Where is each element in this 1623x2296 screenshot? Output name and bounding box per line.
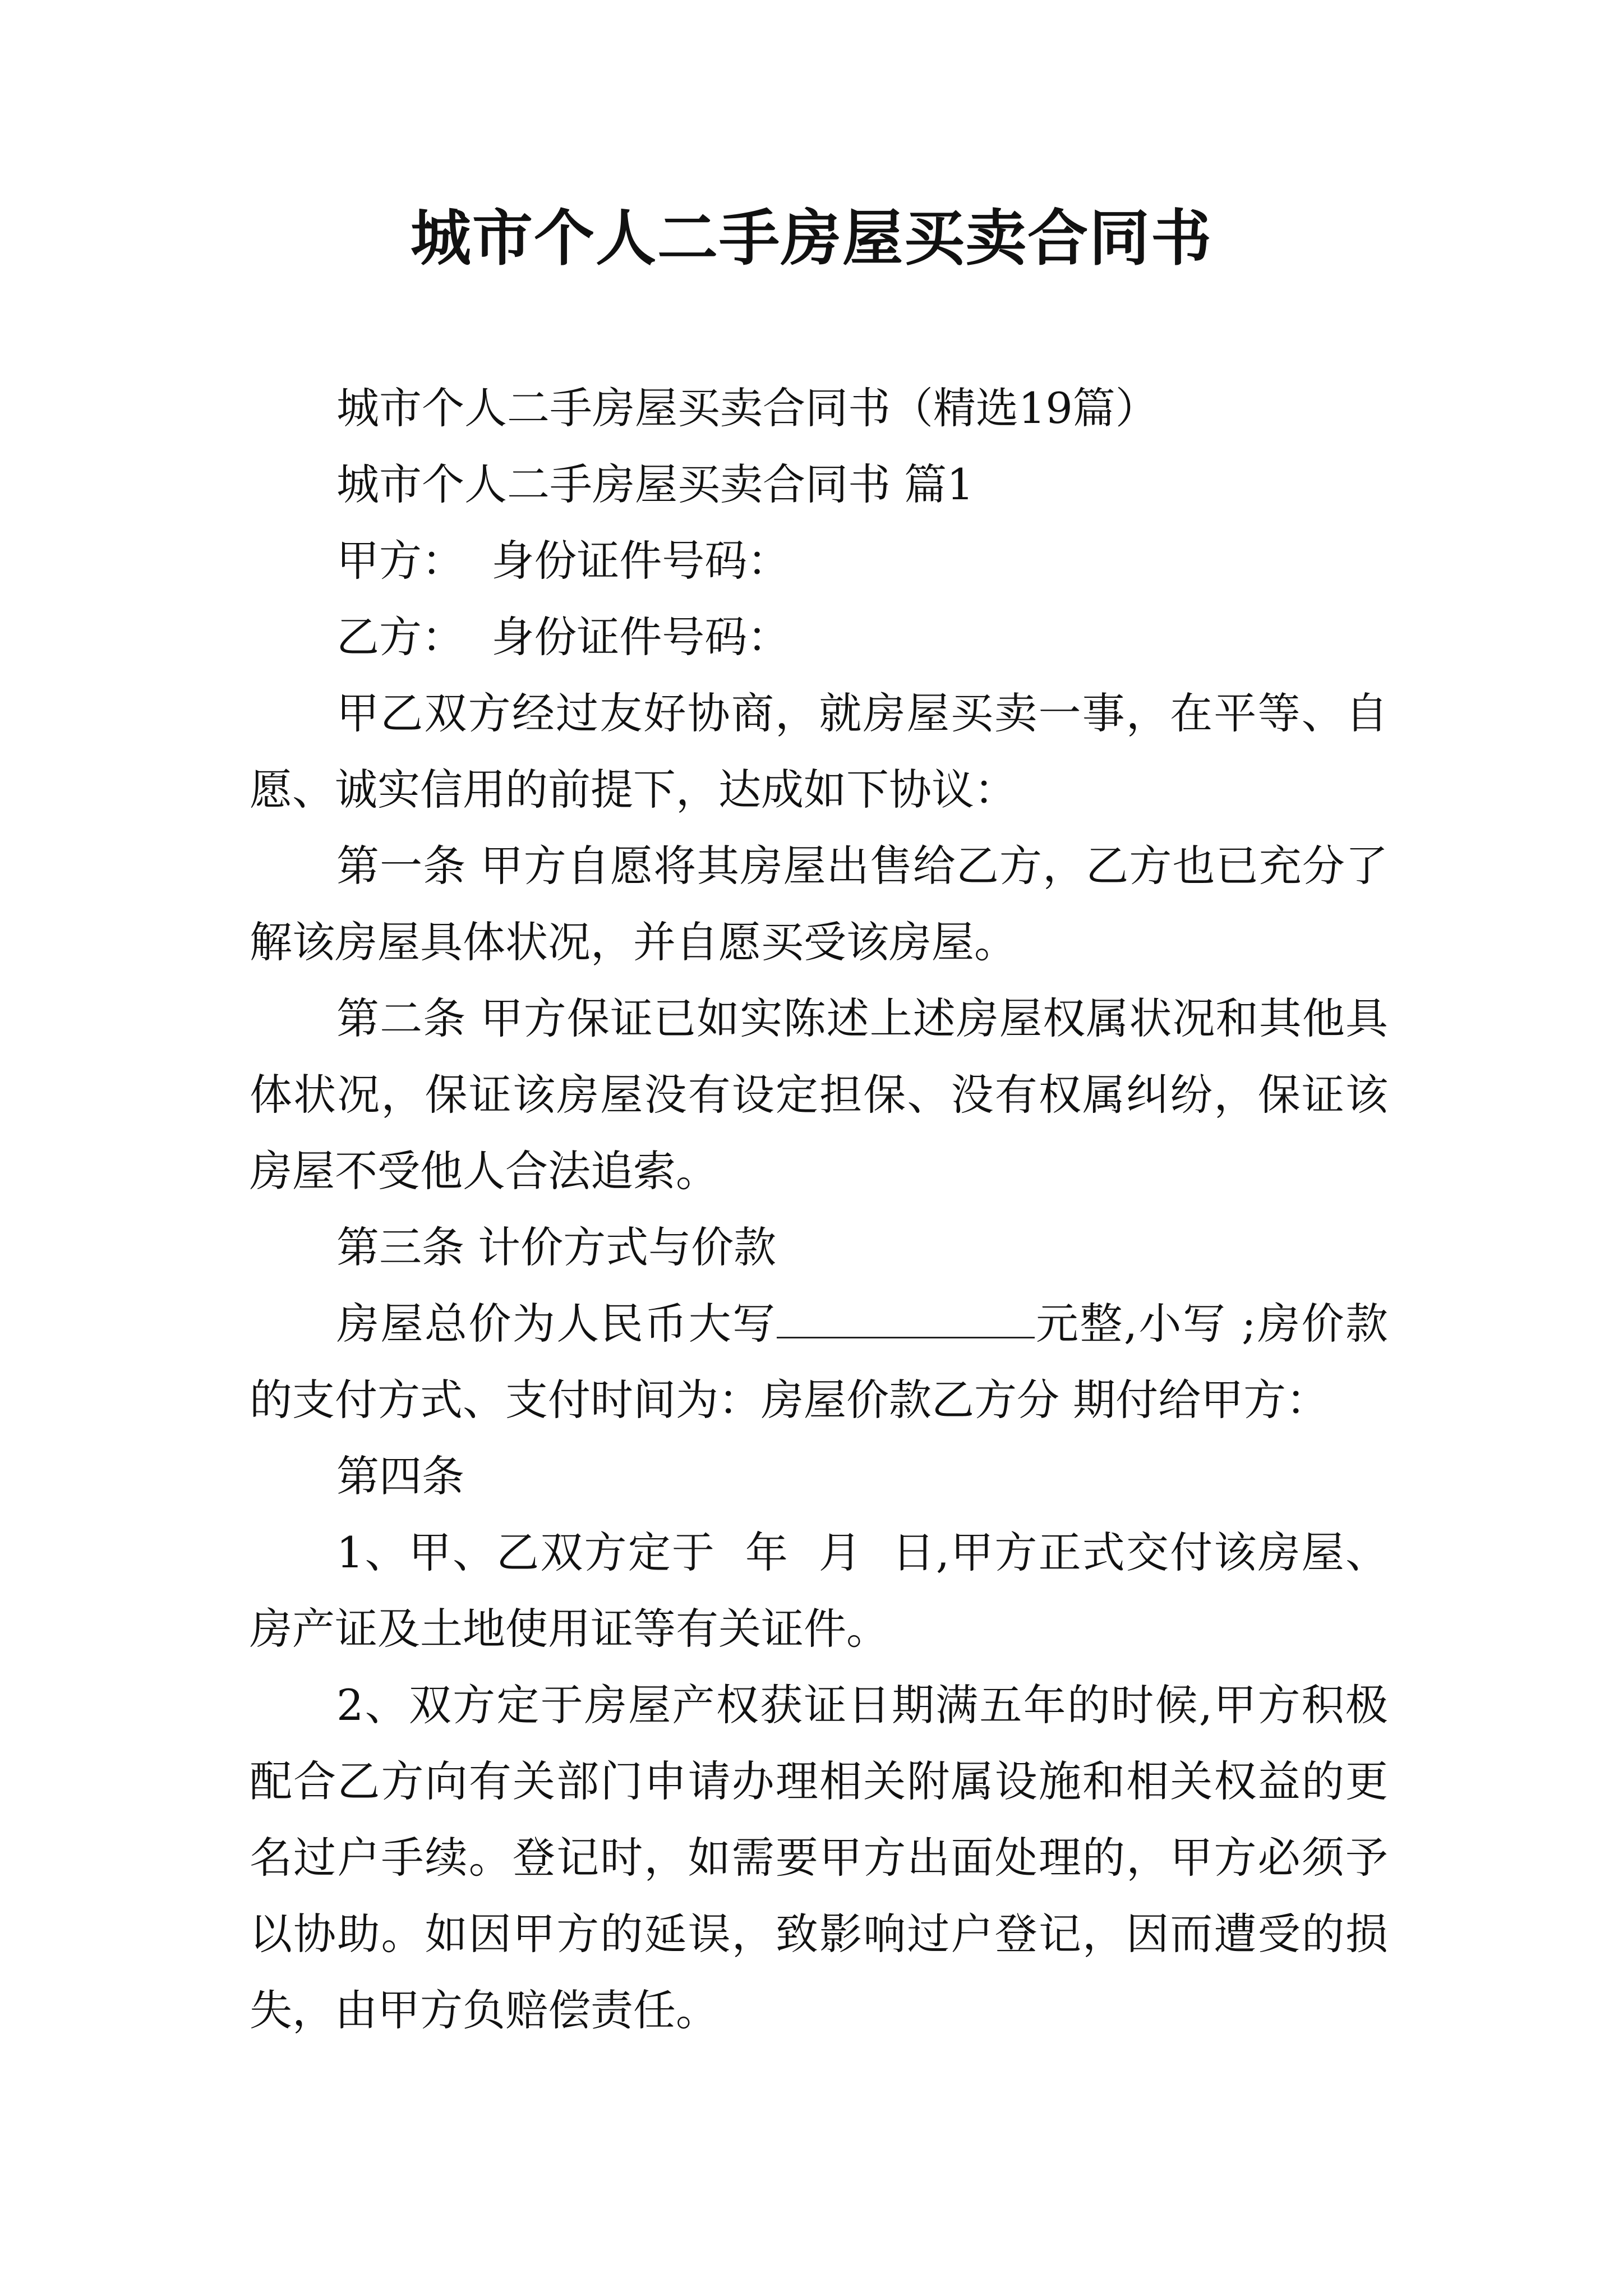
price-suffix: 元整,小写 ;房价款的支付方式、支付时间为：房屋价款乙方分 期付给甲方： xyxy=(250,1299,1389,1425)
article-2: 第二条 甲方保证已如实陈述上述房屋权属状况和其他具体状况，保证该房屋没有设定担保、没有权属纠纷，保证该房屋不受他人合法追索。 xyxy=(250,993,1388,1196)
document-subtitle: 城市个人二手房屋买卖合同书（精选19篇） xyxy=(336,383,1158,433)
intro-paragraph: 甲乙双方经过友好协商，就房屋买卖一事，在平等、自愿、诚实信用的前提下，达成如下协议： xyxy=(250,688,1388,815)
article-4-heading: 第四条 xyxy=(336,1451,464,1501)
price-blank-line xyxy=(777,1303,1035,1338)
document-body xyxy=(250,370,1388,2049)
clause-4-1: 1、甲、乙双方定于 年 月 日,甲方正式交付该房屋、房产证及土地使用证等有关证件。 xyxy=(250,1527,1388,1654)
price-paragraph xyxy=(250,1286,1388,1438)
clause-4-2: 2、双方定于房屋产权获证日期满五年的时候,甲方积极配合乙方向有关部门申请办理相关附属设施和相关权益的更名过户手续。登记时，如需要甲方出面处理的，甲方必须予以协助。如因甲方的延误，致影响过户登记，因而遭受的损失，由甲方负赔偿责任。 xyxy=(250,1680,1388,2035)
section-heading: 城市个人二手房屋买卖合同书 篇1 xyxy=(336,459,974,509)
price-prefix: 房屋总价为人民币大写 xyxy=(336,1299,777,1349)
article-1: 第一条 甲方自愿将其房屋出售给乙方，乙方也已充分了解该房屋具体状况，并自愿买受该房屋。 xyxy=(250,841,1388,967)
party-a-line: 甲方： 身份证件号码： xyxy=(336,536,790,586)
party-b-line: 乙方： 身份证件号码： xyxy=(336,612,790,662)
document-title: 城市个人二手房屋买卖合同书 xyxy=(410,203,1212,274)
article-3-heading: 第三条 计价方式与价款 xyxy=(336,1222,777,1272)
